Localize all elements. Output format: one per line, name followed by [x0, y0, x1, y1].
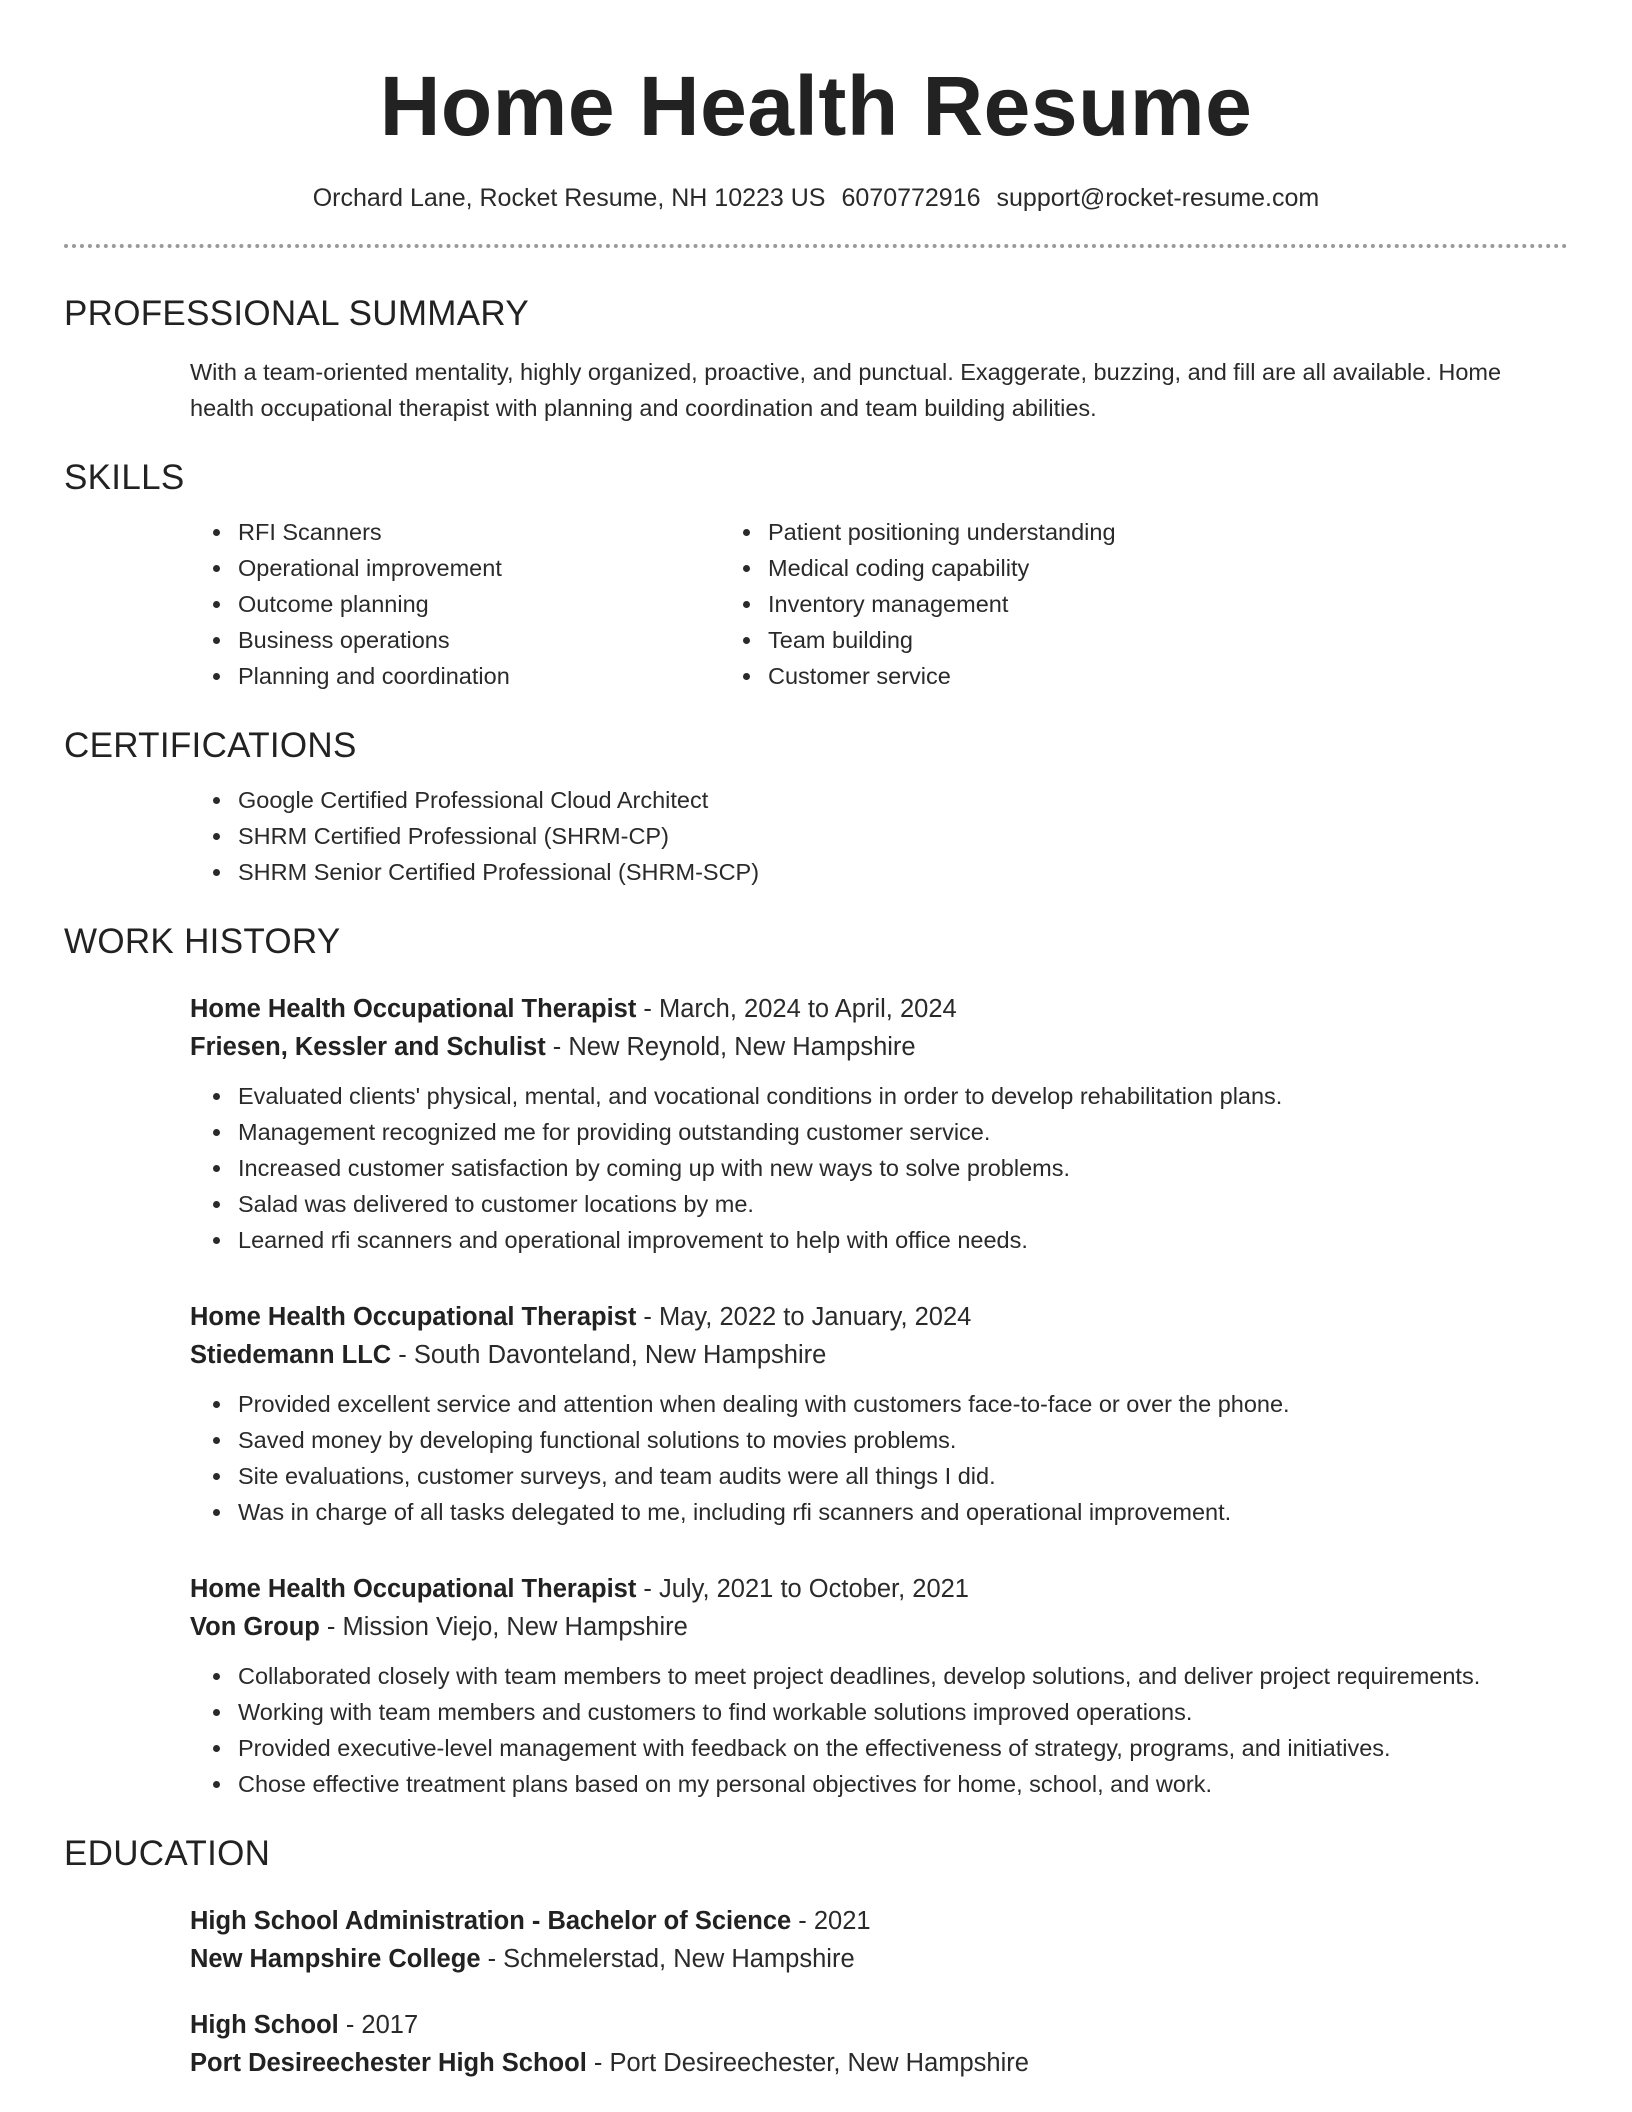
job-title: Home Health Occupational Therapist [190, 995, 637, 1023]
job-company-line [190, 1336, 1568, 1374]
job-location: - Mission Viejo, New Hampshire [319, 1613, 688, 1641]
job-duties-list [64, 1658, 1568, 1802]
job-duty: • Salad was delivered to customer locations by me. [234, 1186, 1568, 1222]
job-duties-list [64, 1386, 1568, 1530]
skill-item: • Medical coding capability [764, 550, 1116, 586]
job-duty: • Evaluated clients' physical, mental, and vocational conditions in order to develop rehabilitation plans. [234, 1078, 1568, 1114]
job-location: - New Reynold, New Hampshire [545, 1033, 916, 1061]
resume-name: Home Health Resume [379, 59, 1253, 153]
job-title-line [190, 1570, 1568, 1608]
job-dates: - March, 2024 to April, 2024 [636, 995, 957, 1023]
job-entry [64, 1298, 1568, 1530]
job-location: - South Davonteland, New Hampshire [391, 1341, 827, 1369]
education-school: New Hampshire College [190, 1945, 481, 1973]
skill-item: • Planning and coordination [234, 658, 744, 694]
education-entry [64, 1902, 1568, 1978]
job-title: Home Health Occupational Therapist [190, 1575, 637, 1603]
skill-item: • RFI Scanners [234, 514, 744, 550]
job-duty: • Site evaluations, customer surveys, and team audits were all things I did. [234, 1458, 1568, 1494]
skills-grid [64, 514, 1568, 694]
job-company: Friesen, Kessler and Schulist [190, 1033, 546, 1061]
skills-list-left [64, 514, 744, 694]
education-heading: EDUCATION [64, 1834, 271, 1873]
certification-item: • SHRM Senior Certified Professional (SHRM-SCP) [234, 854, 1568, 890]
education-location: - Port Desireechester, New Hampshire [586, 2049, 1029, 2077]
job-duty: • Working with team members and customers to find workable solutions improved operations. [234, 1694, 1568, 1730]
skills-column-left [64, 514, 744, 694]
job-title-line [190, 990, 1568, 1028]
education-degree-line [190, 1902, 1568, 1940]
skill-item: • Business operations [234, 622, 744, 658]
skills-heading: SKILLS [64, 458, 185, 497]
skills-column-right [744, 514, 1116, 694]
job-dates: - May, 2022 to January, 2024 [636, 1303, 972, 1331]
job-entry [64, 1570, 1568, 1802]
job-duty: • Saved money by developing functional solutions to movies problems. [234, 1422, 1568, 1458]
header-divider [64, 244, 1568, 248]
skill-item: • Customer service [764, 658, 1116, 694]
certifications-section [64, 724, 1568, 890]
skill-item: • Patient positioning understanding [764, 514, 1116, 550]
education-year: - 2017 [338, 2011, 419, 2039]
education-school-line [190, 1940, 1568, 1978]
job-dates: - July, 2021 to October, 2021 [636, 1575, 969, 1603]
job-entry [64, 990, 1568, 1258]
job-duty: • Management recognized me for providing outstanding customer service. [234, 1114, 1568, 1150]
job-company: Von Group [190, 1613, 320, 1641]
education-degree-line [190, 2006, 1568, 2044]
job-duty: • Provided excellent service and attention when dealing with customers face-to-face or over the phone. [234, 1386, 1568, 1422]
education-degree: High School [190, 2011, 339, 2039]
education-section [64, 1832, 1568, 2082]
contact-phone: 6070772916 [841, 184, 981, 212]
skill-item: • Operational improvement [234, 550, 744, 586]
education-entry [64, 2006, 1568, 2082]
education-school: Port Desireechester High School [190, 2049, 587, 2077]
education-location: - Schmelerstad, New Hampshire [480, 1945, 855, 1973]
skills-section [64, 456, 1568, 694]
certifications-list [64, 782, 1568, 890]
job-title: Home Health Occupational Therapist [190, 1303, 637, 1331]
work-history-section [64, 920, 1568, 1802]
certification-item: • SHRM Certified Professional (SHRM-CP) [234, 818, 1568, 854]
job-company-line [190, 1028, 1568, 1066]
summary-text: With a team-oriented mentality, highly organized, proactive, and punctual. Exaggerate, buzzing, and fill are all available. Home health occupational therapist with planning and coordination and team building abilities. [190, 359, 1502, 421]
certification-item: • Google Certified Professional Cloud Architect [234, 782, 1568, 818]
skill-item: • Outcome planning [234, 586, 744, 622]
education-degree: High School Administration - Bachelor of Science [190, 1907, 792, 1935]
work-history-heading: WORK HISTORY [64, 922, 341, 961]
skill-item: • Team building [764, 622, 1116, 658]
job-duty: • Increased customer satisfaction by coming up with new ways to solve problems. [234, 1150, 1568, 1186]
skill-item: • Inventory management [764, 586, 1116, 622]
education-school-line [190, 2044, 1568, 2082]
job-company: Stiedemann LLC [190, 1341, 392, 1369]
job-duty: • Was in charge of all tasks delegated to me, including rfi scanners and operational improvement. [234, 1494, 1568, 1530]
contact-email: support@rocket-resume.com [996, 184, 1320, 212]
job-duty: • Collaborated closely with team members to meet project deadlines, develop solutions, and deliver project requirements. [234, 1658, 1568, 1694]
skills-list-right [764, 514, 1116, 694]
contact-address: Orchard Lane, Rocket Resume, NH 10223 US [312, 184, 826, 212]
job-title-line [190, 1298, 1568, 1336]
contact-line [64, 182, 1568, 214]
resume-page [64, 0, 1568, 2082]
job-duty: • Provided executive-level management with feedback on the effectiveness of strategy, programs, and initiatives. [234, 1730, 1568, 1766]
summary-heading: PROFESSIONAL SUMMARY [64, 294, 529, 333]
education-year: - 2021 [791, 1907, 871, 1935]
job-company-line [190, 1608, 1568, 1646]
job-duty: • Chose effective treatment plans based on my personal objectives for home, school, and work. [234, 1766, 1568, 1802]
job-duties-list [64, 1078, 1568, 1258]
summary-section [64, 292, 1568, 426]
job-duty: • Learned rfi scanners and operational improvement to help with office needs. [234, 1222, 1568, 1258]
certifications-heading: CERTIFICATIONS [64, 726, 357, 765]
